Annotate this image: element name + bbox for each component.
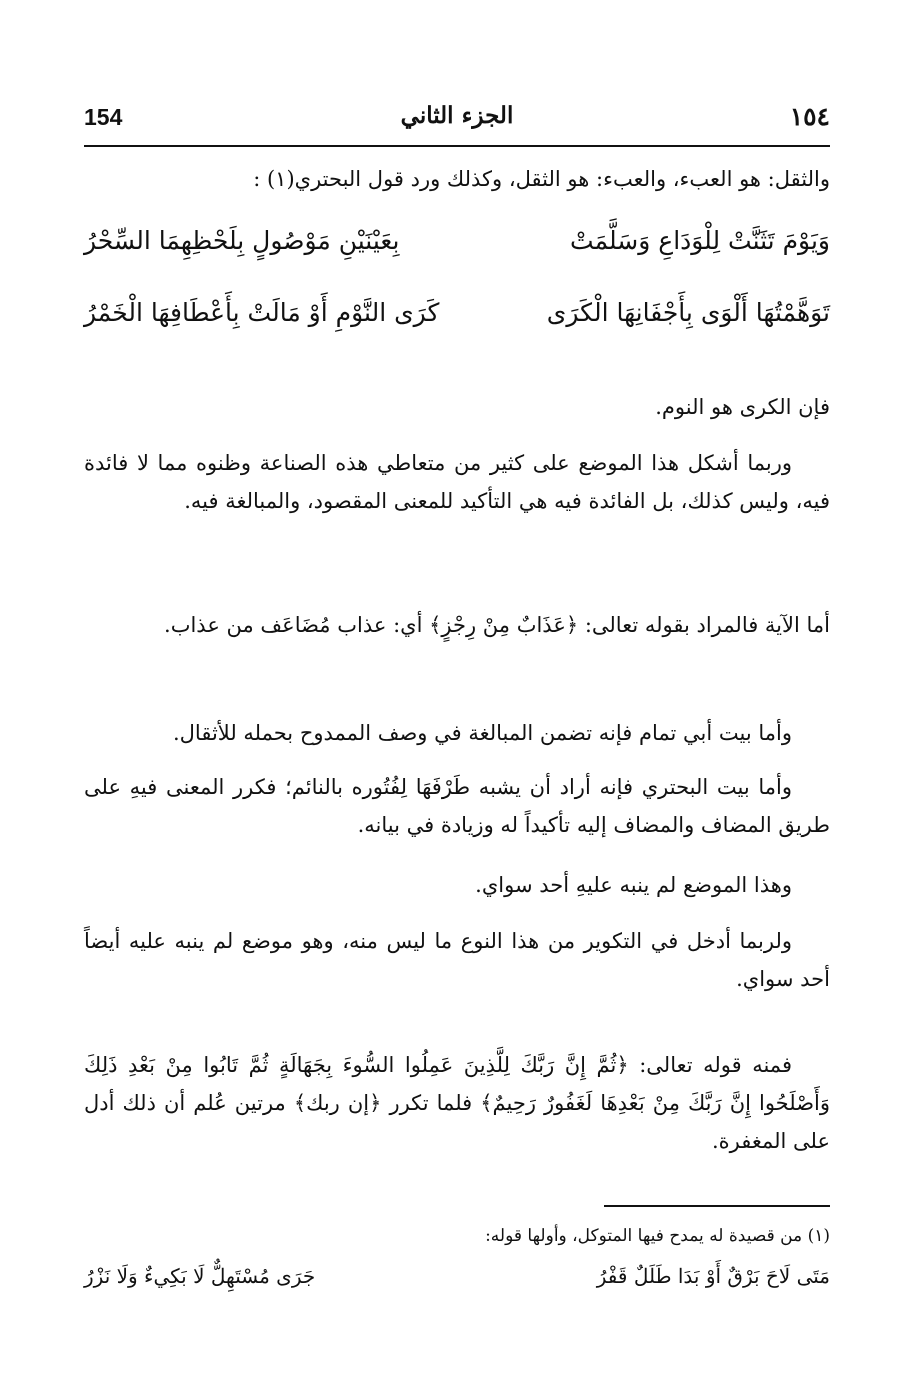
footnote (84, 1222, 830, 1250)
paragraph-2 (84, 444, 830, 520)
page-number-latin: 154 (84, 104, 123, 130)
paragraph-4 (84, 714, 830, 752)
verse-1-first-hemistich: وَيَوْمَ تَثَنَّتْ لِلْوَدَاعِ وَسَلَّمَتْ (570, 226, 830, 255)
paragraph-3 (84, 606, 830, 644)
paragraph-text: ولربما أدخل في التكوير من هذا النوع ما ليس منه، وهو موضع لم ينبه عليه أيضاً أحد سواي. (84, 929, 830, 991)
paragraph-text: فمنه قوله تعالى: ﴿ثُمَّ إِنَّ رَبَّكَ لِلَّذِينَ عَمِلُوا السُّوءَ بِجَهَالَةٍ ثُمَّ تَابُوا مِنْ بَعْدِ ذَلِكَ وَأَصْلَحُوا إِنَّ رَبَّكَ مِنْ بَعْدِهَا لَغَفُورٌ رَحِيمٌ﴾ فلما تكرر ﴿إن ربك﴾ مرتين عُلم أن ذلك أدل على المغفرة. (84, 1053, 830, 1153)
page-header (84, 100, 830, 140)
paragraph-1 (84, 388, 830, 426)
paragraph-text: فإن الكرى هو النوم. (655, 395, 830, 419)
poem-verse-1 (84, 226, 830, 270)
paragraph-text: وأما بيت أبي تمام فإنه تضمن المبالغة في وصف الممدوح بحمله للأثقال. (172, 721, 792, 745)
running-title: الجزء الثاني (400, 102, 514, 129)
paragraph-8 (84, 1046, 830, 1160)
footnote-divider (604, 1205, 830, 1207)
paragraph-6 (84, 866, 830, 904)
intro-text: والثقل: هو العبء، والعبء: هو الثقل، وكذلك ورد قول البحتري(١) : (253, 167, 830, 191)
footnote-verse-first-hemistich: مَتَى لَاحَ بَرْقٌ أَوْ بَدَا طَلَلٌ قَفْرُ (596, 1264, 830, 1288)
paragraph-text: وربما أشكل هذا الموضع على كثير من متعاطي هذه الصناعة وظنوه مما لا فائدة فيه، وليس كذلك، بل الفائدة فيه هي التأكيد للمعنى المقصود، والمبالغة فيه. (84, 451, 830, 513)
footnote-verse-second-hemistich: جَرَى مُسْتَهِلٌّ لَا بَكِيءٌ وَلَا نَزْرُ (84, 1264, 316, 1288)
verse-1-second-hemistich: بِعَيْنَيْنِ مَوْصُولٍ بِلَحْظِهِمَا السِّحْرُ (84, 226, 400, 255)
intro-line (84, 160, 830, 198)
header-divider (84, 145, 830, 147)
paragraph-7 (84, 922, 830, 998)
paragraph-5 (84, 768, 830, 844)
footnote-verse (84, 1264, 830, 1298)
verse-2-first-hemistich: تَوَهَّمْتُهَا أَلْوَى بِأَجْفَانِهَا الْكَرَى (546, 298, 830, 327)
paragraph-text: أما الآية فالمراد بقوله تعالى: ﴿عَذَابٌ مِنْ رِجْزٍ﴾ أي: عذاب مُضَاعَف من عذاب. (164, 613, 830, 637)
paragraph-text: وأما بيت البحتري فإنه أراد أن يشبه طَرْفَهَا لِفُتُوره بالنائم؛ فكرر المعنى فيهِ على طريق المضاف والمضاف إليه تأكيداً له وزيادة في بيانه. (84, 775, 830, 837)
paragraph-text: وهذا الموضع لم ينبه عليهِ أحد سواي. (475, 873, 792, 897)
verse-2-second-hemistich: كَرَى النَّوْمِ أَوْ مَالَتْ بِأَعْطَافِهَا الْخَمْرُ (84, 298, 440, 327)
page-number-arabic: ١٥٤ (789, 102, 830, 131)
poem-verse-2 (84, 298, 830, 342)
footnote-text: (١) من قصيدة له يمدح فيها المتوكل، وأولها قوله: (485, 1226, 830, 1246)
